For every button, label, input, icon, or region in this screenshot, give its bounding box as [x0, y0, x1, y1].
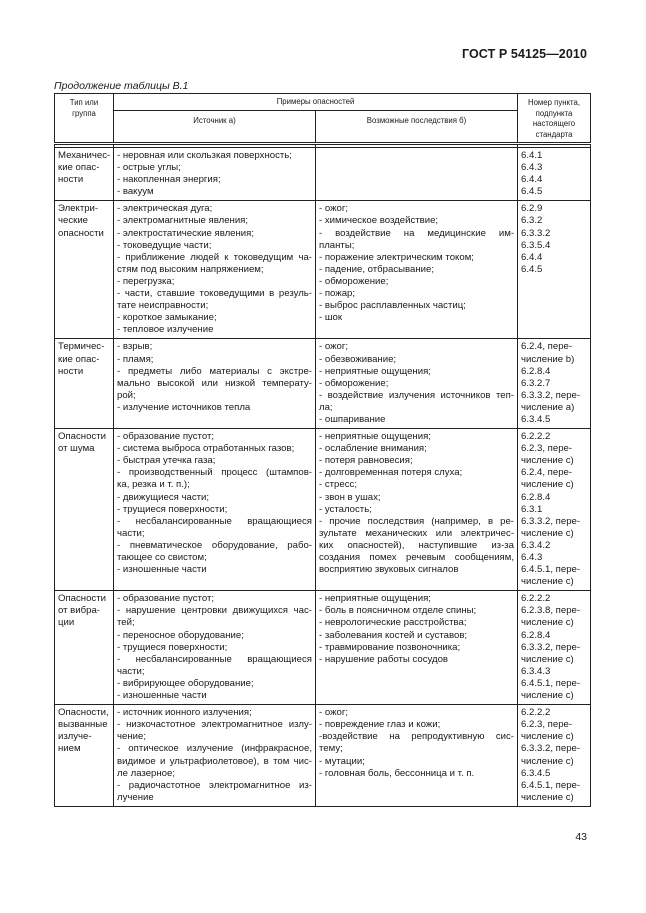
type-line: кие опас-: [58, 162, 100, 174]
source-line: - система выброса отработанных газов;: [117, 443, 295, 455]
clause-line: 6.2.3, пере-: [521, 443, 573, 455]
clause-line: 6.4.4: [521, 251, 543, 263]
source-line: - электромагнитные явления;: [117, 215, 249, 227]
source-line: - излучение источников тепла: [117, 401, 251, 413]
consequence-line: - выброс расплавленных частиц;: [319, 300, 466, 312]
source-line: - электрическая дуга;: [117, 203, 213, 215]
clause-line: 6.2.8.4: [521, 365, 551, 377]
clause-line: 6.3.4.5: [521, 767, 551, 779]
consequence-line: - неврологические расстройства;: [319, 617, 467, 629]
clause-line: 6.4.4: [521, 174, 543, 186]
header-source: Источник а): [114, 111, 316, 144]
source-line: - трущиеся поверхности;: [117, 503, 228, 515]
source-cell: [114, 705, 316, 807]
clause-line: 6.2.3.8, пере-: [521, 605, 581, 617]
source-line: - приближение людей к токоведущим ча-: [117, 251, 312, 263]
type-line: вызванные: [58, 719, 108, 731]
source-line: части;: [117, 665, 145, 677]
clause-line: числение с): [521, 731, 574, 743]
source-line: - радиочастотное электромагнитное из-: [117, 779, 312, 791]
consequence-line: планты;: [319, 239, 355, 251]
clause-line: 6.3.4.5: [521, 413, 551, 425]
consequence-line: - воздействие излучения источников теп-: [319, 389, 515, 401]
type-line: излуче-: [58, 731, 92, 743]
consequence-line: - повреждение глаз и кожи;: [319, 719, 441, 731]
type-cell: [55, 201, 114, 339]
consequence-cell: [316, 339, 518, 429]
type-cell: [55, 429, 114, 591]
consequence-line: - ошпаривание: [319, 413, 386, 425]
source-line: - образование пустот;: [117, 431, 215, 443]
consequence-line: - ожог;: [319, 341, 349, 353]
source-line: мально высокой или низкой температу-: [117, 377, 312, 389]
source-line: - электростатические явления;: [117, 227, 255, 239]
clause-cell: [518, 339, 591, 429]
type-line: Опасности: [58, 431, 106, 443]
source-line: тате неисправности;: [117, 300, 209, 312]
type-cell: [55, 591, 114, 705]
source-line: тей;: [117, 617, 135, 629]
clause-line: 6.4.5.1, пере-: [521, 779, 581, 791]
consequence-line: - пожар;: [319, 288, 356, 300]
consequence-line: - падение, отбрасывание;: [319, 263, 435, 275]
clause-line: 6.3.4.2: [521, 539, 551, 551]
type-line: Опасности,: [58, 707, 109, 719]
table-row: [55, 591, 591, 705]
source-line: - взрыв;: [117, 341, 153, 353]
consequence-line: - химическое воздействие;: [319, 215, 439, 227]
consequence-line: - заболевания костей и суставов;: [319, 629, 468, 641]
clause-line: 6.2.8.4: [521, 491, 551, 503]
consequence-line: - потеря равновесия;: [319, 455, 413, 467]
consequence-line: - неприятные ощущения;: [319, 431, 431, 443]
type-line: опасности: [58, 227, 104, 239]
source-line: - пневматическое оборудование, рабо-: [117, 539, 312, 551]
source-line: - несбалансированные вращающиеся: [117, 515, 312, 527]
consequence-line: создания помех речевым сообщениям,: [319, 552, 515, 563]
source-line: - пламя;: [117, 353, 154, 365]
clause-line: 6.2.2.2: [521, 593, 551, 605]
clause-line: 6.4.5.1, пере-: [521, 677, 581, 689]
table-caption: Продолжение таблицы В.1: [54, 80, 189, 92]
page-number: 43: [575, 831, 587, 843]
consequence-line: - прочие последствия (например, в ре-: [319, 515, 515, 527]
type-cell: [55, 339, 114, 429]
clause-line: 6.4.5.1, пере-: [521, 564, 581, 576]
source-line: - движущиеся части;: [117, 491, 210, 503]
clause-line: 6.2.8.4: [521, 629, 551, 641]
header-examples: Примеры опасностей: [114, 94, 518, 111]
clause-line: 6.2.4, пере-: [521, 467, 573, 479]
source-cell: [114, 201, 316, 339]
source-cell: [114, 148, 316, 201]
consequence-line: - стресс;: [319, 479, 357, 491]
clause-line: 6.3.2: [521, 215, 543, 227]
consequence-cell: [316, 429, 518, 591]
source-line: тающее со свистом;: [117, 552, 207, 563]
source-line: - несбалансированные вращающиеся: [117, 653, 312, 665]
clause-cell: [518, 705, 591, 807]
source-line: - вакуум: [117, 186, 154, 198]
clause-line: 6.4.3: [521, 552, 543, 563]
type-line: Термичес-: [58, 341, 105, 353]
table-row: [55, 429, 591, 591]
consequence-line: - ожог;: [319, 203, 349, 215]
source-line: - низкочастотное электромагнитное излу-: [117, 719, 312, 731]
consequence-cell: [316, 201, 518, 339]
clause-line: 6.4.5: [521, 186, 543, 198]
type-line: ции: [58, 617, 75, 629]
header-clause: Номер пункта, подпункта настоящего стандарта: [518, 94, 591, 144]
clause-line: 6.2.2.2: [521, 707, 551, 719]
consequence-line: -воздействие на репродуктивную сис-: [319, 731, 515, 743]
source-line: - короткое замыкание;: [117, 312, 217, 324]
clause-cell: [518, 591, 591, 705]
clause-line: числение с): [521, 576, 574, 588]
clause-line: числение с): [521, 755, 574, 767]
source-line: ле лазерное;: [117, 767, 176, 779]
consequence-line: - неприятные ощущения;: [319, 593, 431, 605]
clause-line: 6.3.3.2, пере-: [521, 743, 581, 755]
consequence-line: - нарушение работы сосудов: [319, 653, 448, 665]
clause-line: 6.4.1: [521, 150, 543, 161]
consequence-line: - обморожение;: [319, 377, 389, 389]
clause-line: числение с): [521, 653, 574, 665]
source-line: - производственный процесс (штампов-: [117, 467, 312, 479]
consequence-line: зультате механических или электричес-: [319, 527, 515, 539]
clause-cell: [518, 201, 591, 339]
clause-line: числение с): [521, 479, 574, 491]
consequence-line: - травмирование позвоночника;: [319, 641, 461, 653]
header-consequences: Возможные последствия б): [316, 111, 518, 144]
type-cell: [55, 705, 114, 807]
source-line: видимое и ультрафиолетовое), в том чис-: [117, 755, 312, 767]
clause-line: 6.2.3, пере-: [521, 719, 573, 731]
source-cell: [114, 429, 316, 591]
source-line: - образование пустот;: [117, 593, 215, 605]
source-cell: [114, 339, 316, 429]
consequence-line: - обезвоживание;: [319, 353, 397, 365]
source-line: - оптическое излучение (инфракрасное,: [117, 743, 312, 755]
consequence-line: - головная боль, бессонница и т. п.: [319, 767, 475, 779]
type-line: нием: [58, 743, 81, 755]
source-line: лучение: [117, 791, 154, 803]
type-line: Опасности: [58, 593, 106, 605]
clause-line: 6.3.3.2, пере-: [521, 641, 581, 653]
clause-line: 6.2.4, пере-: [521, 341, 573, 353]
clause-line: числение с): [521, 791, 574, 803]
type-line: Электри-: [58, 203, 99, 215]
clause-line: числение с): [521, 455, 574, 467]
clause-line: 6.2.2.2: [521, 431, 551, 443]
clause-line: 6.4.3: [521, 162, 543, 174]
type-line: ности: [58, 174, 84, 186]
consequence-line: ла;: [319, 401, 333, 413]
source-line: - трущиеся поверхности;: [117, 641, 228, 653]
document-id: ГОСТ Р 54125—2010: [461, 47, 587, 61]
consequence-line: - неприятные ощущения;: [319, 365, 431, 377]
type-line: ческие: [58, 215, 89, 227]
consequence-line: - усталость;: [319, 503, 372, 515]
source-line: - источник ионного излучения;: [117, 707, 252, 719]
clause-line: 6.2.9: [521, 203, 543, 215]
type-line: Механичес-: [58, 150, 110, 161]
source-line: рой;: [117, 389, 136, 401]
hazards-table: [54, 93, 591, 807]
source-line: - неровная или скользкая поверхность;: [117, 150, 292, 161]
source-line: - вибрирующее оборудование;: [117, 677, 254, 689]
header-type: Тип или группа: [55, 94, 114, 144]
type-line: от шума: [58, 443, 95, 455]
consequence-line: - воздействие на медицинские им-: [319, 227, 515, 239]
consequence-line: - ослабление внимания;: [319, 443, 427, 455]
type-line: от вибра-: [58, 605, 101, 617]
table-row: [55, 339, 591, 429]
source-line: ка, резка и т. п.);: [117, 479, 190, 491]
clause-line: числение a): [521, 401, 575, 413]
source-line: - нарушение центровки движущихся час-: [117, 605, 312, 617]
clause-line: 6.4.5: [521, 263, 543, 275]
clause-line: числение с): [521, 527, 574, 539]
source-line: - изношенные части: [117, 564, 207, 576]
clause-line: числение b): [521, 353, 575, 365]
clause-cell: [518, 429, 591, 591]
consequence-line: - шок: [319, 312, 343, 324]
consequence-line: восприятию звуковых сигналов: [319, 564, 459, 576]
consequence-line: - боль в поясничном отделе спины;: [319, 605, 477, 617]
source-cell: [114, 591, 316, 705]
consequence-line: - поражение электрическим током;: [319, 251, 474, 263]
source-line: стям под высоким напряжением;: [117, 263, 264, 275]
clause-line: 6.3.5.4: [521, 239, 551, 251]
consequence-line: - обморожение;: [319, 275, 389, 287]
clause-line: 6.3.3.2, пере-: [521, 389, 581, 401]
source-line: - быстрая утечка газа;: [117, 455, 216, 467]
consequence-cell: [316, 705, 518, 807]
consequence-line: тему;: [319, 743, 343, 755]
consequence-line: - мутации;: [319, 755, 365, 767]
clause-line: числение с): [521, 690, 574, 702]
clause-line: числение с): [521, 617, 574, 629]
clause-line: 6.3.2.7: [521, 377, 551, 389]
source-line: - части, ставшие токоведущими в резуль-: [117, 288, 312, 300]
source-line: - тепловое излучение: [117, 324, 214, 336]
source-line: - изношенные части: [117, 690, 207, 702]
source-line: - токоведущие части;: [117, 239, 212, 251]
type-cell: [55, 148, 114, 201]
consequence-line: ких опасностей), наступившие из-за: [319, 539, 515, 551]
source-line: - острые углы;: [117, 162, 181, 174]
source-line: - накопленная энергия;: [117, 174, 221, 186]
type-line: ности: [58, 365, 84, 377]
clause-line: 6.3.3.2, пере-: [521, 515, 581, 527]
consequence-line: - долговременная потеря слуха;: [319, 467, 463, 479]
table-row: [55, 705, 591, 807]
source-line: - перегрузка;: [117, 275, 175, 287]
clause-cell: [518, 148, 591, 201]
source-line: - переносное оборудование;: [117, 629, 244, 641]
clause-line: 6.3.4.3: [521, 665, 551, 677]
clause-line: 6.3.1: [521, 503, 543, 515]
consequence-line: - ожог;: [319, 707, 349, 719]
source-line: части;: [117, 527, 145, 539]
consequence-line: - звон в ушах;: [319, 491, 381, 503]
type-line: кие опас-: [58, 353, 100, 365]
table-row: [55, 201, 591, 339]
consequence-cell: [316, 591, 518, 705]
table-row: [55, 148, 591, 201]
consequence-cell: [316, 148, 518, 201]
clause-line: 6.3.3.2: [521, 227, 551, 239]
source-line: - предметы либо материалы с экстре-: [117, 365, 312, 377]
source-line: чение;: [117, 731, 146, 743]
